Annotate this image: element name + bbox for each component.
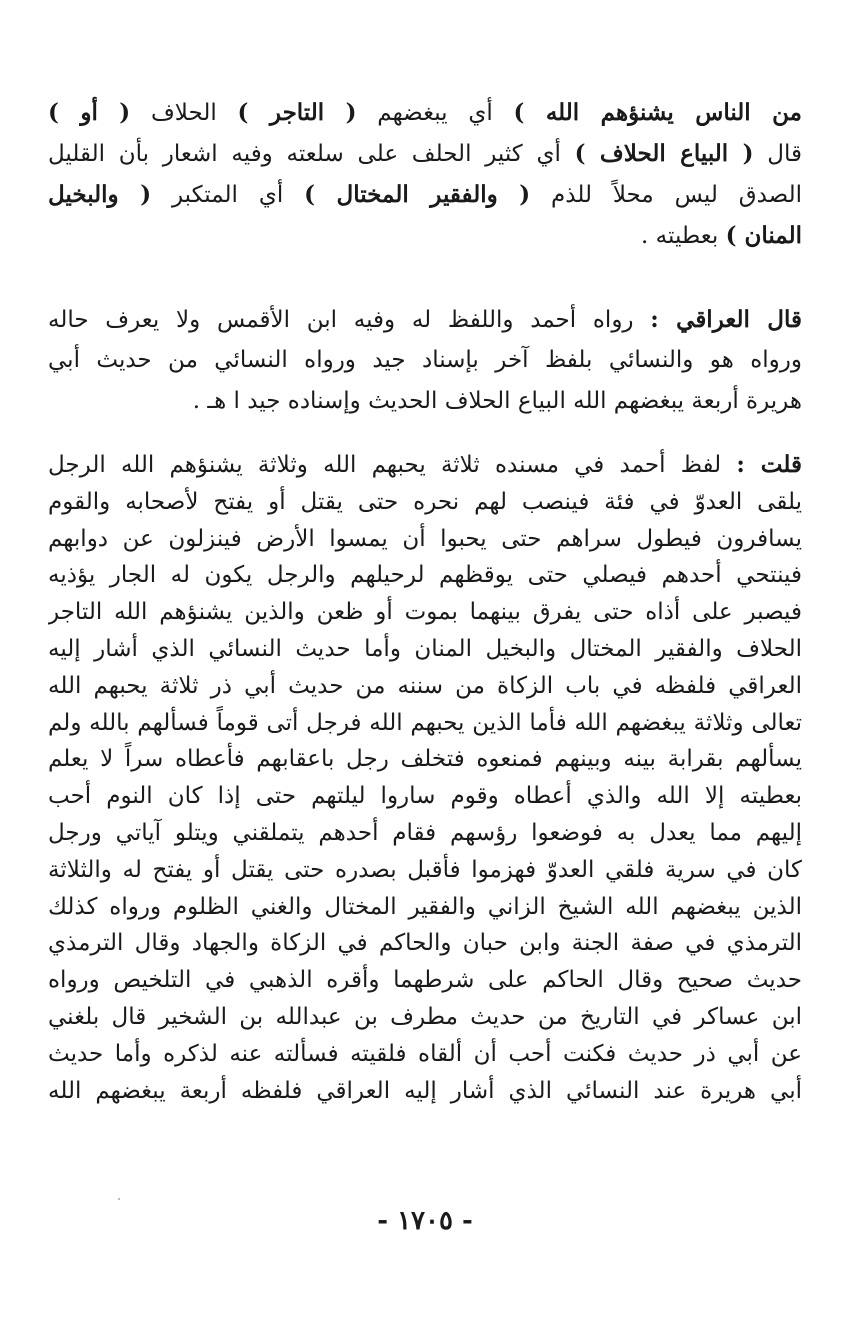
bold-quoted-text: ( التاجر ) <box>237 99 357 126</box>
line-text: لفظ أحمد في مسنده ثلاثة يحبهم الله وثلاثة يشنؤهم الله الرجل <box>48 452 722 478</box>
bold-quoted-text: ( البياع الحلاف ) <box>574 140 754 167</box>
text-line: الحلاف والفقير المختال والبخيل المنان وأما حديث النسائي الذي أشار إليه <box>48 635 802 662</box>
line-text: بعطيته . <box>641 223 726 249</box>
text-line: ورواه هو والنسائي بلفظ آخر بإسناد جيد ورواه النسائي من حديث أبي <box>48 347 802 373</box>
text-line <box>48 447 802 484</box>
bold-quoted-text: ( والفقير المختال ) <box>304 181 531 208</box>
text-line: يلقى العدوّ في فئة فينصب لهم نحره حتى يقتل أو يفتح لأصحابه والقوم <box>48 488 802 515</box>
text-line: ابن عساكر في التاريخ من حديث مطرف بن عبدالله بن الشخير قال بلغني <box>48 1003 802 1030</box>
text-line: فينتحي أحدهم فيصلي حتى يوقظهم لرحيلهم والرجل يكون له الجار يؤذيه <box>48 562 802 589</box>
paragraph-commentary <box>48 447 802 1109</box>
text-line: يسألهم بقرابة بينه وبينهم فمنعوه فتخلف رجل باعقابهم فأعطاه سراً لا يعلم <box>48 746 802 773</box>
scan-speck <box>118 1198 120 1200</box>
text-line <box>48 92 802 133</box>
text-line: إليهم مما يعدل به فوضعوا رؤسهم فقام أحدهم يتملقني ويتلو آياتي ورجل <box>48 819 802 846</box>
text-line: الذين يبغضهم الله الشيخ الزاني والفقير المختال والغني الظلوم ورواه كذلك <box>48 893 802 920</box>
paragraph-definitions <box>48 92 802 256</box>
line-text: الحلاف <box>130 100 238 126</box>
text-line <box>48 133 802 174</box>
text-line: العراقي فلفظه في باب الزكاة من سننه من حديث أبي ذر ثلاثة يحبهم الله <box>48 672 802 699</box>
text-line: أبي هريرة عند النسائي الذي أشار إليه العراقي فلفظه أربعة يبغضهم الله <box>48 1077 802 1104</box>
bold-quoted-text: المنان ) <box>725 222 802 249</box>
text-line: بعطيته إلا الله والذي أعطاه وقوم ساروا ليلتهم حتى إذا كان النوم أحب <box>48 783 802 810</box>
line-text: أي يبغضهم <box>356 100 514 126</box>
paragraph-lead: قال العراقي : <box>650 306 802 333</box>
paragraph-iraqi-note <box>48 299 802 422</box>
text-line: عن أبي ذر حديث فكنت أحب أن ألقاه فلقيته فسألته عنه لذكره وأما حديث <box>48 1040 802 1067</box>
paragraph-lead: قلت : <box>736 451 802 478</box>
line-text: قال <box>753 141 802 167</box>
text-line: كان في سرية فلقي العدوّ فهزموا فأقبل بصدره حتى يقتل أو يفتح له والثلاثة <box>48 856 802 883</box>
page-number: - ١٧٠٥ - <box>377 1206 473 1236</box>
text-line: هريرة أربعة يبغضهم الله البياع الحلاف الحديث وإسناده جيد ا هـ . <box>192 388 802 414</box>
line-text: أي كثير الحلف على سلعته وفيه اشعار بأن القليل <box>48 141 575 167</box>
bold-quoted-text: من الناس يشنؤهم الله ) <box>513 99 802 126</box>
bold-quoted-text: ( والبخيل <box>48 181 152 208</box>
line-text: رواه أحمد واللفظ له وفيه ابن الأقمس ولا يعرف حاله <box>48 307 634 333</box>
text-line <box>48 174 802 215</box>
line-text: أي المتكبر <box>151 182 305 208</box>
text-line <box>48 299 802 340</box>
bold-quoted-text: ( أو ) <box>48 99 131 126</box>
commentary-lines <box>48 484 802 1110</box>
text-line <box>48 215 802 256</box>
line-text: الصدق ليس محلاً للذم <box>530 182 802 208</box>
text-line: فيصبر على أذاه حتى يفرق بينهما بموت أو ظعن والذين يشنؤهم الله التاجر <box>48 599 802 626</box>
text-line: تعالى وثلاثة يبغضهم الله فأما الذين يحبهم الله فرجل أتى قوماً فسألهم بالله ولم <box>48 709 802 736</box>
text-line: حديث صحيح وقال الحاكم على شرطهما وأقره الذهبي في التلخيص ورواه <box>48 967 802 994</box>
text-line: الترمذي في صفة الجنة وابن حبان والحاكم في الزكاة والجهاد وقال الترمذي <box>48 930 802 957</box>
text-line: يسافرون فيطول سراهم حتى يحبوا أن يمسوا الأرض فينزلون عن دوابهم <box>48 525 802 552</box>
